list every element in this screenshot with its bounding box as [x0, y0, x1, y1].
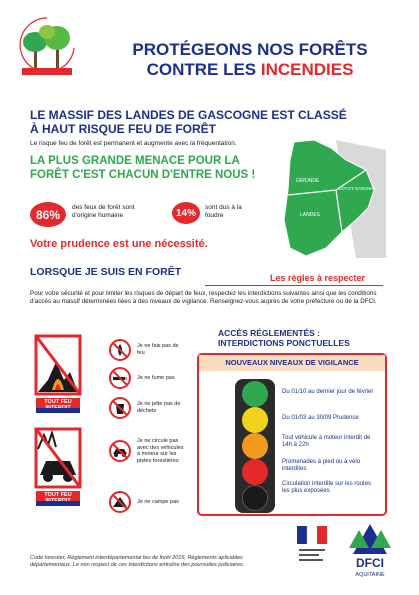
dfci-region: AQUITAINE	[355, 572, 385, 578]
dfci-name: DFCI	[356, 556, 384, 570]
ban-label-1: TOUT FEU	[36, 398, 80, 412]
intro-heading-line-1: LE MASSIF DES LANDES DE GASCOGNE EST CLASSÉ	[30, 108, 347, 122]
acces-title-line-2: INTERDICTIONS PONCTUELLES	[218, 338, 350, 348]
ban-pictogram-fire	[30, 332, 86, 412]
map-label-lot-et-garonne: LOT-ET-GARONNE	[339, 186, 376, 191]
map-label-landes: LANDES	[300, 212, 321, 218]
intro-heading-line-2: À HAUT RISQUE FEU DE FORÊT	[30, 122, 217, 136]
vigilance-level-green: Du 01/10 au dernier jour de février	[282, 389, 374, 395]
footer-legal-text: Code forestier, Règlement interdépartemental feu de forêt 2016, Règlements aplicables départementaux. Le non respect de ces interdictions entraîne des poursuites judiciaires.	[30, 555, 245, 568]
vigilance-level-yellow: Du 01/03 au 30/09 Prudence	[282, 415, 359, 421]
campaign-logo	[12, 10, 82, 80]
stat-text-human: des feux de forêt sont d'origine humaine	[72, 204, 135, 219]
foret-paragraph: Pour votre sécurité et pour limiter les risques de départ de feux, respectez les interdictions suivantes ainsi que les conditions d'accès au massif déterminées liées à des niveaux de vigilance. Renseignez-vous auprès de votre préfecture ou de la DFCI.	[30, 290, 377, 305]
vigilance-panel	[197, 353, 387, 516]
stat-text-lightning: sont dus à la foudre	[205, 204, 242, 219]
no-fire-icon	[108, 338, 132, 362]
light-yellow	[242, 407, 268, 433]
marianne-icon	[293, 522, 331, 570]
acces-title	[218, 328, 350, 348]
rule-text-no-camping: Je ne campe pas	[137, 498, 179, 505]
vigilance-level-red: Promenades à pied ou à vélo interdites	[282, 459, 361, 473]
stat-bubble-lightning: 14%	[172, 202, 200, 224]
rule-no-camping	[108, 490, 187, 514]
map-icon	[276, 140, 386, 258]
no-fire-pictogram-icon	[30, 332, 86, 398]
vigilance-level-orange: Tout véhicule à moteur interdit de 14h à 22h	[282, 435, 371, 449]
title-line-2	[100, 60, 400, 80]
no-camping-icon	[108, 490, 132, 514]
rule-no-litter	[108, 396, 187, 420]
regles-label: Les règles à respecter	[270, 273, 366, 283]
intro-heading	[30, 108, 347, 136]
vigilance-level-black: Circulation interdite sur les routes les plus exposées	[282, 481, 372, 495]
title-line-2-start: CONTRE LES	[146, 60, 261, 79]
acces-title-line-1: ACCÈS RÉGLEMENTÉS :	[218, 328, 321, 338]
rule-text-no-vehicle: Je ne circule pas avec des véhicules à moteur sur les pistes forestières	[137, 438, 184, 464]
no-vehicle-pictogram-icon	[30, 425, 86, 491]
light-green	[242, 381, 268, 407]
ban-strip-1	[36, 408, 80, 413]
rule-text-no-fire: Je ne fais pas de feu	[137, 343, 179, 356]
page-title	[100, 40, 400, 80]
menace-line-1: LA PLUS GRANDE MENACE POUR LA	[30, 155, 240, 167]
no-smoking-icon	[108, 366, 132, 390]
light-black	[242, 485, 268, 511]
dfci-tree-icon	[345, 520, 395, 580]
no-vehicle-icon	[108, 439, 132, 463]
title-line-1: PROTÉGEONS NOS FORÊTS	[132, 40, 368, 59]
light-orange	[242, 433, 268, 459]
intro-subtext: Le risque feu de forêt est permanent et augmente avec la fréquentation.	[30, 140, 237, 147]
aquitaine-map	[276, 140, 386, 258]
ban-label-2: TOUT FEU	[36, 491, 80, 505]
dfci-logo	[345, 520, 395, 580]
vigilance-heading: NOUVEAUX NIVEAUX DE VIGILANCE	[199, 355, 385, 371]
foret-heading: LORSQUE JE SUIS EN FORÊT	[30, 266, 182, 278]
rule-text-no-litter: Je ne jette pas de déchets	[137, 401, 181, 414]
republique-francaise-logo	[293, 522, 331, 570]
traffic-light-icon	[235, 379, 275, 513]
rule-no-smoking	[108, 366, 187, 390]
ban-strip-2	[36, 501, 80, 506]
menace-heading	[30, 154, 270, 182]
rule-text-no-smoking: Je ne fume pas	[137, 374, 175, 381]
tree-logo-icon	[12, 10, 82, 80]
menace-line-2: FORÊT C'EST CHACUN D'ENTRE NOUS !	[30, 169, 256, 181]
rule-no-vehicle	[108, 438, 187, 464]
stat-bubble-human: 86%	[30, 202, 66, 227]
prudence-message: Votre prudence est une nécessité.	[30, 238, 208, 250]
map-label-gironde: GIRONDE	[296, 178, 320, 184]
title-highlight: INCENDIES	[260, 60, 354, 79]
rule-no-fire	[108, 338, 187, 362]
light-red	[242, 459, 268, 485]
ban-pictogram-vehicle	[30, 425, 86, 509]
regles-divider	[205, 285, 383, 286]
no-litter-icon	[108, 396, 132, 420]
